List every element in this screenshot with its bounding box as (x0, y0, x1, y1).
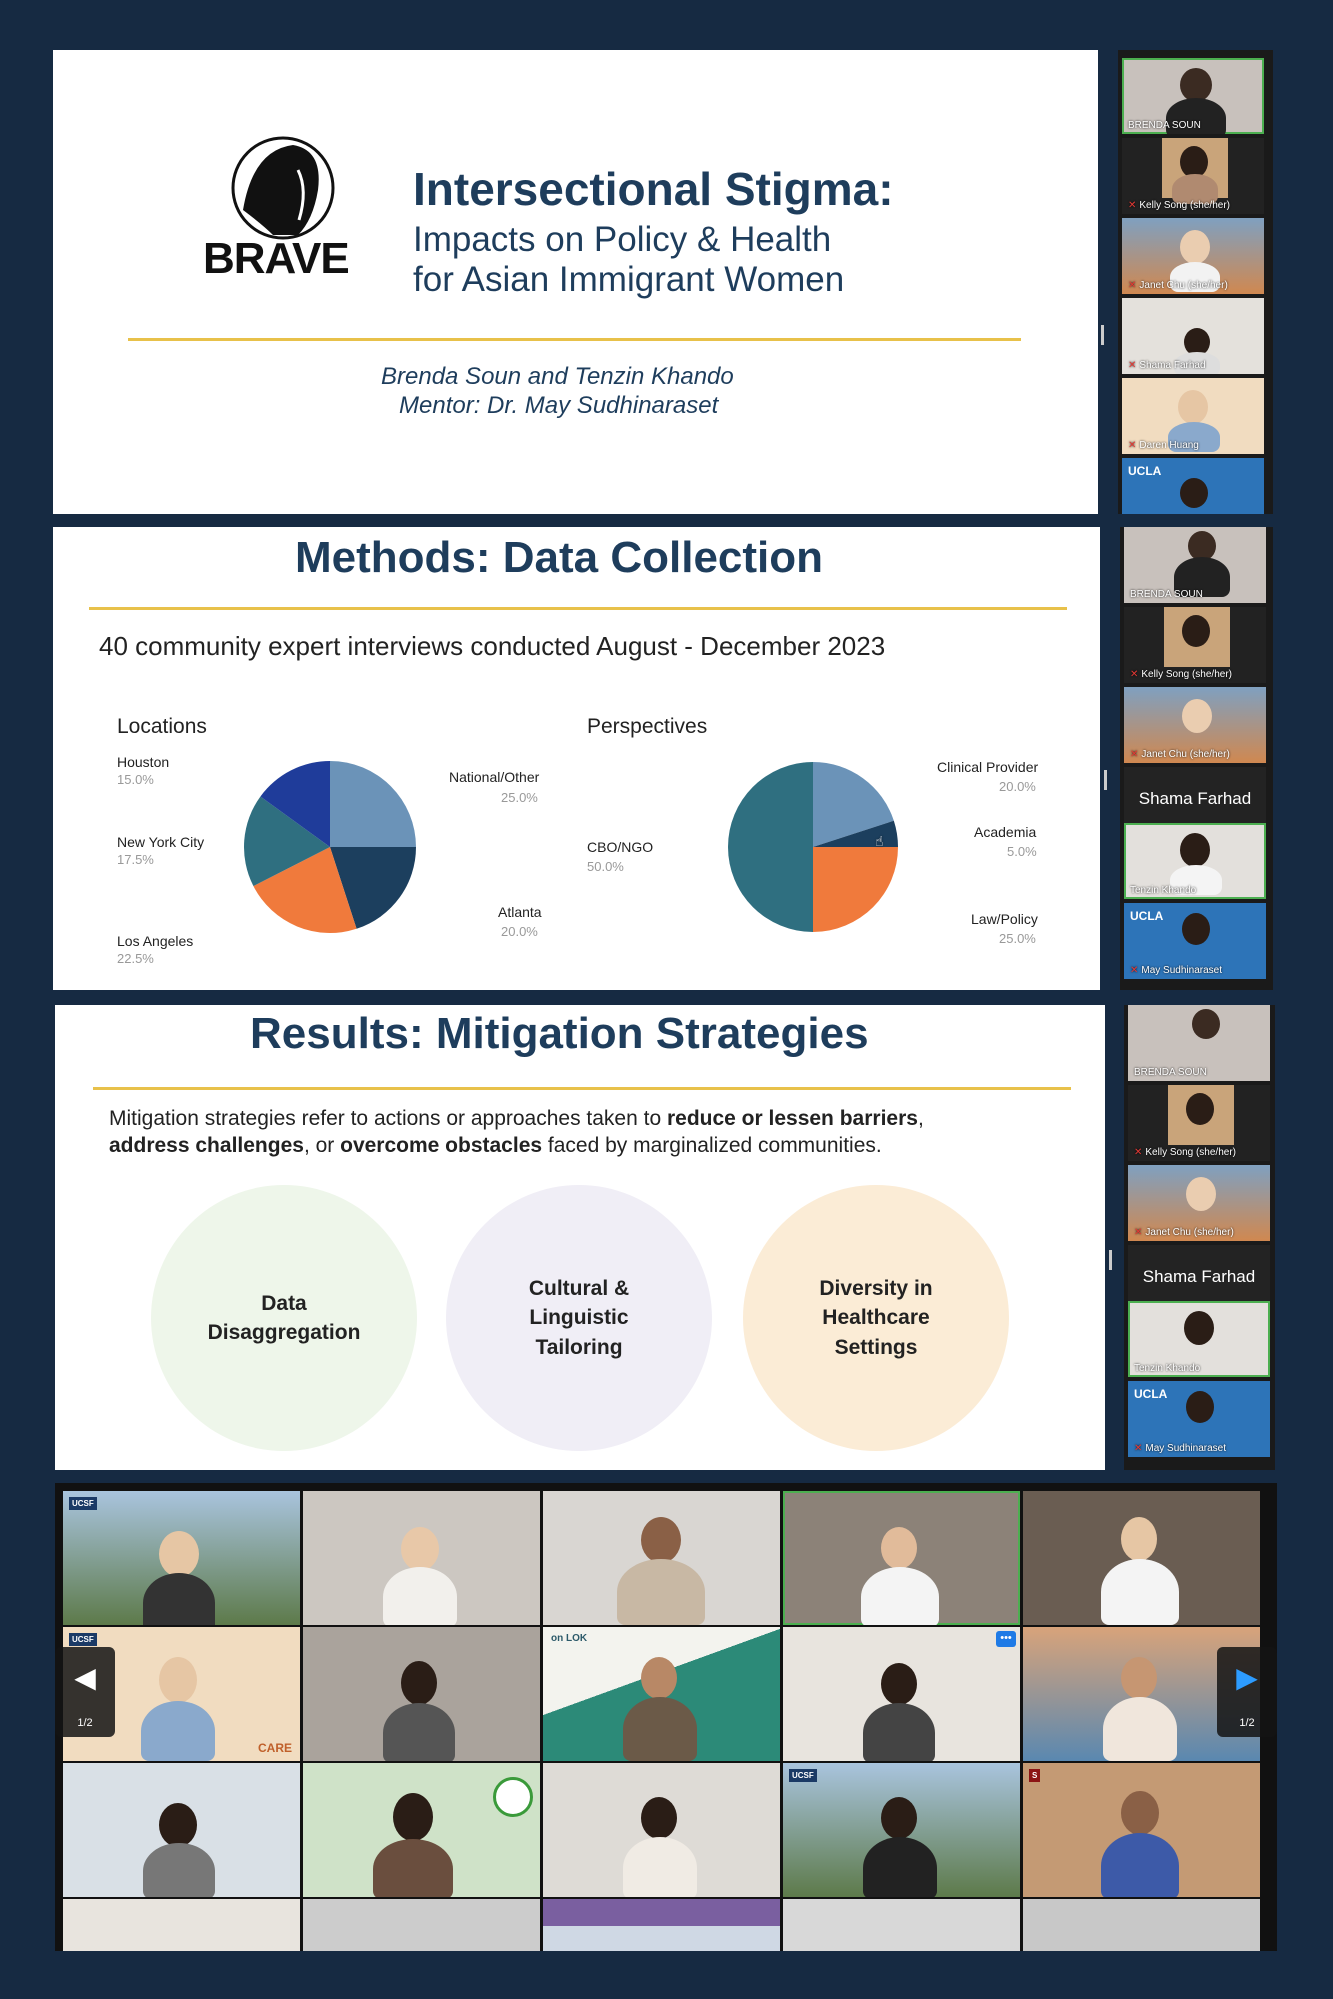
slide-methods (53, 527, 1100, 990)
pie2-pct-cbo: 50.0% (587, 859, 624, 874)
pie1-label-houston: Houston (117, 754, 170, 770)
page-indicator: 1/2 (1239, 1717, 1255, 1729)
ucla-background-text: UCLA (1128, 464, 1162, 478)
pie2-pct-academia: 5.0% (1007, 844, 1037, 859)
participant-name: BRENDA SOUN (1134, 1067, 1207, 1078)
slide1-subtitle-2: for Asian Immigrant Women (413, 260, 845, 299)
video-tile[interactable] (783, 1899, 1020, 1951)
pie1-pct-atlanta: 20.0% (501, 924, 538, 939)
participant-tile[interactable] (1124, 687, 1266, 763)
sidebar-resize-handle[interactable] (1101, 325, 1104, 345)
organization-logo-icon (493, 1777, 533, 1817)
muted-mic-icon: ✕ (1128, 360, 1137, 371)
muted-mic-icon: ✕ (1130, 749, 1139, 760)
muted-mic-icon: ✕ (1128, 280, 1137, 291)
pie1-pct-la: 22.5% (117, 951, 154, 966)
video-tile[interactable] (303, 1627, 540, 1761)
slide3-title: Results: Mitigation Strategies (250, 1009, 869, 1058)
stanford-logo-icon: S (1029, 1769, 1040, 1782)
strategy-data-disaggregation: Data Disaggregation (151, 1185, 417, 1451)
slide1-title: Intersectional Stigma: (413, 163, 894, 215)
video-tile[interactable] (783, 1491, 1020, 1625)
pie1-pct-nyc: 17.5% (117, 852, 154, 867)
ucla-background-text: UCLA (1130, 909, 1164, 923)
pie1-label-atlanta: Atlanta (498, 904, 542, 920)
video-tile[interactable] (63, 1763, 300, 1897)
slide3-divider (93, 1087, 1071, 1090)
slide1-authors: Brenda Soun and Tenzin Khando (381, 363, 734, 390)
brave-logo (203, 130, 363, 283)
ucsf-logo-icon: UCSF (69, 1497, 97, 1510)
video-tile[interactable] (303, 1491, 540, 1625)
slide1-subtitle-1: Impacts on Policy & Health (413, 220, 832, 259)
participant-tile[interactable] (1128, 1165, 1270, 1241)
participant-tile[interactable] (1124, 527, 1266, 603)
sidebar-resize-handle[interactable] (1109, 1250, 1112, 1270)
participant-tile[interactable] (1122, 218, 1264, 294)
care-logo-text: CARE (257, 1741, 292, 1755)
muted-mic-icon: ✕ (1130, 669, 1139, 680)
pie2-label-cbo: CBO/NGO (587, 839, 654, 855)
participant-name-card: Shama Farhad (1142, 1267, 1256, 1286)
participant-name: Janet Chu (she/her) (1141, 749, 1230, 760)
slide2-summary: 40 community expert interviews conducted August - December 2023 (99, 631, 886, 661)
video-tile[interactable] (783, 1763, 1020, 1897)
video-tile[interactable] (543, 1627, 780, 1761)
chart-locations-title: Locations (117, 715, 207, 738)
participant-sidebar-3 (1124, 1005, 1275, 1470)
muted-mic-icon: ✕ (1134, 1147, 1143, 1158)
muted-mic-icon: ✕ (1128, 440, 1137, 451)
video-tile[interactable] (63, 1899, 300, 1951)
pie2-label-academia: Academia (974, 824, 1037, 840)
muted-mic-icon: ✕ (1134, 1227, 1143, 1238)
slide1-mentor: Mentor: Dr. May Sudhinaraset (399, 392, 719, 419)
video-tile[interactable] (543, 1763, 780, 1897)
video-tile[interactable] (1023, 1899, 1260, 1951)
pie2-pct-lawpolicy: 25.0% (999, 931, 1036, 946)
pie2-label-clinical: Clinical Provider (937, 759, 1039, 775)
participant-name: BRENDA SOUN (1130, 589, 1203, 600)
participant-tile[interactable] (1122, 378, 1264, 454)
participant-name: Kelly Song (she/her) (1141, 669, 1232, 680)
chart-perspectives-title: Perspectives (587, 715, 708, 738)
video-gallery (55, 1483, 1277, 1951)
participant-name: May Sudhinaraset (1141, 965, 1222, 976)
muted-mic-icon: ✕ (1128, 200, 1137, 211)
ucsf-logo-icon: UCSF (789, 1769, 817, 1782)
video-tile[interactable] (303, 1763, 540, 1897)
participant-tile[interactable] (1124, 607, 1266, 683)
slide3-description-line1: Mitigation strategies refer to actions or approaches taken to reduce or lessen barriers, (109, 1107, 924, 1130)
video-tile[interactable] (1023, 1491, 1260, 1625)
participant-name: Shama Farhad (1139, 360, 1206, 371)
page-indicator: 1/2 (77, 1717, 93, 1729)
participant-name: Tenzin Khando (1134, 1363, 1201, 1374)
participant-tile[interactable] (1122, 138, 1264, 214)
gallery-next-page-button[interactable] (1217, 1647, 1277, 1737)
chevron-right-icon: ▶ (1236, 1662, 1258, 1693)
video-tile[interactable] (543, 1899, 780, 1951)
pie-slice-national-other (330, 761, 416, 847)
participant-tile[interactable] (1124, 823, 1266, 899)
pie2-label-lawpolicy: Law/Policy (971, 911, 1038, 927)
pie-slice-cbo-ngo (728, 762, 813, 932)
participant-name: Janet Chu (she/her) (1145, 1227, 1234, 1238)
pie1-label-national: National/Other (449, 769, 540, 785)
slide2-title: Methods: Data Collection (295, 533, 824, 582)
participant-tile[interactable] (1128, 1005, 1270, 1081)
muted-mic-icon: ✕ (1134, 1443, 1143, 1454)
pie1-pct-national: 25.0% (501, 790, 538, 805)
ucla-background-text: UCLA (1134, 1387, 1168, 1401)
pie2-pct-clinical: 20.0% (999, 779, 1036, 794)
participant-tile[interactable] (1128, 1381, 1270, 1457)
slide-title (53, 50, 1098, 514)
participant-tile[interactable] (1124, 903, 1266, 979)
video-tile[interactable] (543, 1491, 780, 1625)
video-tile[interactable] (783, 1627, 1020, 1761)
participant-sidebar-2 (1120, 527, 1273, 990)
more-options-icon[interactable]: ••• (996, 1631, 1016, 1647)
participant-name: May Sudhinaraset (1145, 1443, 1226, 1454)
gallery-prev-page-button[interactable] (55, 1647, 115, 1737)
muted-mic-icon: ✕ (1130, 965, 1139, 976)
participant-tile[interactable] (1122, 58, 1264, 134)
slide3-description-line2: address challenges, or overcome obstacles faced by marginalized communities. (109, 1134, 882, 1157)
slide1-divider (128, 338, 1021, 341)
participant-sidebar-1 (1118, 50, 1273, 514)
ucsf-logo-icon: UCSF (69, 1633, 97, 1646)
mouse-cursor-icon: ☝ (875, 833, 884, 849)
pie-slice-law-policy (813, 847, 898, 932)
participant-name: Daren Huang (1139, 440, 1199, 451)
sidebar-resize-handle[interactable] (1104, 770, 1107, 790)
slide-results (55, 1005, 1105, 1470)
video-tile[interactable] (303, 1899, 540, 1951)
brave-logo-text: BRAVE (203, 234, 349, 283)
brave-logo-icon (203, 130, 363, 240)
pie1-label-la: Los Angeles (117, 933, 194, 949)
video-tile[interactable] (1023, 1763, 1260, 1897)
participant-tile[interactable] (1128, 1301, 1270, 1377)
participant-tile[interactable] (1122, 458, 1264, 514)
strategy-diversity-healthcare: Diversity in Healthcare Settings (743, 1185, 1009, 1451)
pie1-pct-houston: 15.0% (117, 772, 154, 787)
participant-tile[interactable] (1122, 298, 1264, 374)
participant-name: BRENDA SOUN (1128, 120, 1201, 131)
participant-name: Kelly Song (she/her) (1145, 1147, 1236, 1158)
onlok-logo-text: on LOK (551, 1633, 588, 1644)
pie1-label-nyc: New York City (117, 834, 205, 850)
participant-name: Tenzin Khando (1130, 885, 1197, 896)
strategy-cultural-linguistic: Cultural & Linguistic Tailoring (446, 1185, 712, 1451)
participant-name-card: Shama Farhad (1138, 789, 1252, 808)
chevron-left-icon: ◀ (74, 1662, 96, 1693)
participant-name: Janet Chu (she/her) (1139, 280, 1228, 291)
participant-name: Kelly Song (she/her) (1139, 200, 1230, 211)
participant-tile[interactable] (1128, 1085, 1270, 1161)
video-tile[interactable] (63, 1491, 300, 1625)
